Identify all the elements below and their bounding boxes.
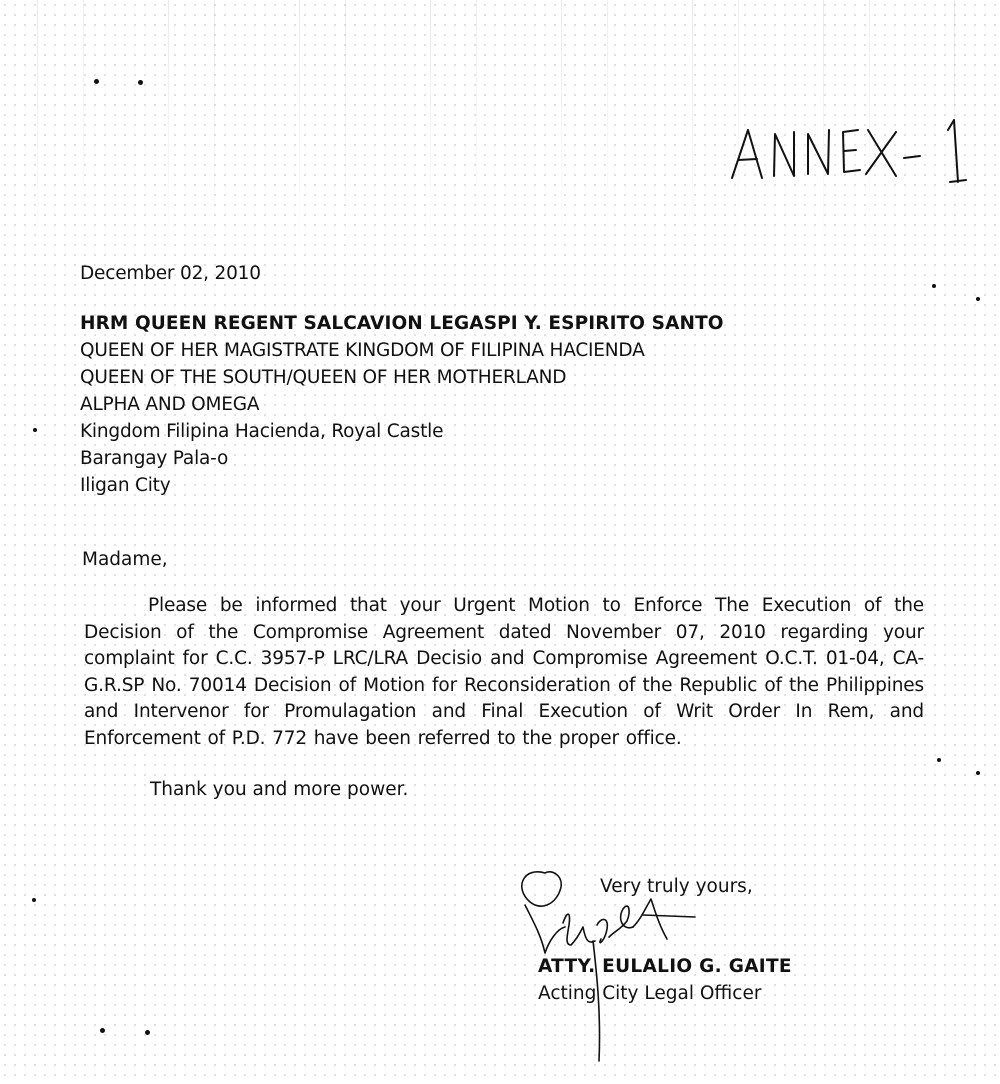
address-line: QUEEN OF HER MAGISTRATE KINGDOM OF FILIPINA HACIENDA <box>80 340 645 361</box>
signatory-name: ATTY. EULALIO G. GAITE <box>538 956 792 977</box>
letter-date: December 02, 2010 <box>80 263 261 284</box>
body-paragraph: Please be informed that your Urgent Motion to Enforce The Execution of the Decision of the Compromise Agreement dated November 07, 2010 regarding your complaint for C.C. 3957-P LRC/LRA Decisio and Compromise Agreement O.C.T. 01-04, CA-G.R.SP No. 70014 Decision of Motion for Reconsideration of the Republic of the Philippines and Intervenor for Promulagation and Final Execution of Writ Order In Rem, and Enforcement of P.D. 772 have been referred to the proper office. <box>84 595 924 749</box>
complimentary-close: Very truly yours, <box>600 876 753 897</box>
addressee-block <box>80 310 724 499</box>
speck <box>33 428 37 432</box>
address-line: Kingdom Filipina Hacienda, Royal Castle <box>80 421 444 442</box>
address-line: Iligan City <box>80 475 171 496</box>
address-line: Barangay Pala-o <box>80 448 229 469</box>
speck <box>32 898 36 902</box>
annex-annotation <box>728 118 978 198</box>
address-line: ALPHA AND OMEGA <box>80 394 260 415</box>
address-line: QUEEN OF THE SOUTH/QUEEN OF HER MOTHERLAND <box>80 367 567 388</box>
closing-remark: Thank you and more power. <box>150 779 409 800</box>
salutation: Madame, <box>82 549 168 570</box>
speck <box>937 758 941 762</box>
signatory-title: Acting City Legal Officer <box>538 983 762 1004</box>
speck <box>976 771 980 775</box>
speck <box>138 80 143 85</box>
speck <box>976 297 980 301</box>
addressee-name: HRM QUEEN REGENT SALCAVION LEGASPI Y. ESPIRITO SANTO <box>80 313 724 334</box>
speck <box>94 79 99 84</box>
speck <box>932 284 936 288</box>
speck <box>100 1028 105 1033</box>
speck <box>145 1030 150 1035</box>
